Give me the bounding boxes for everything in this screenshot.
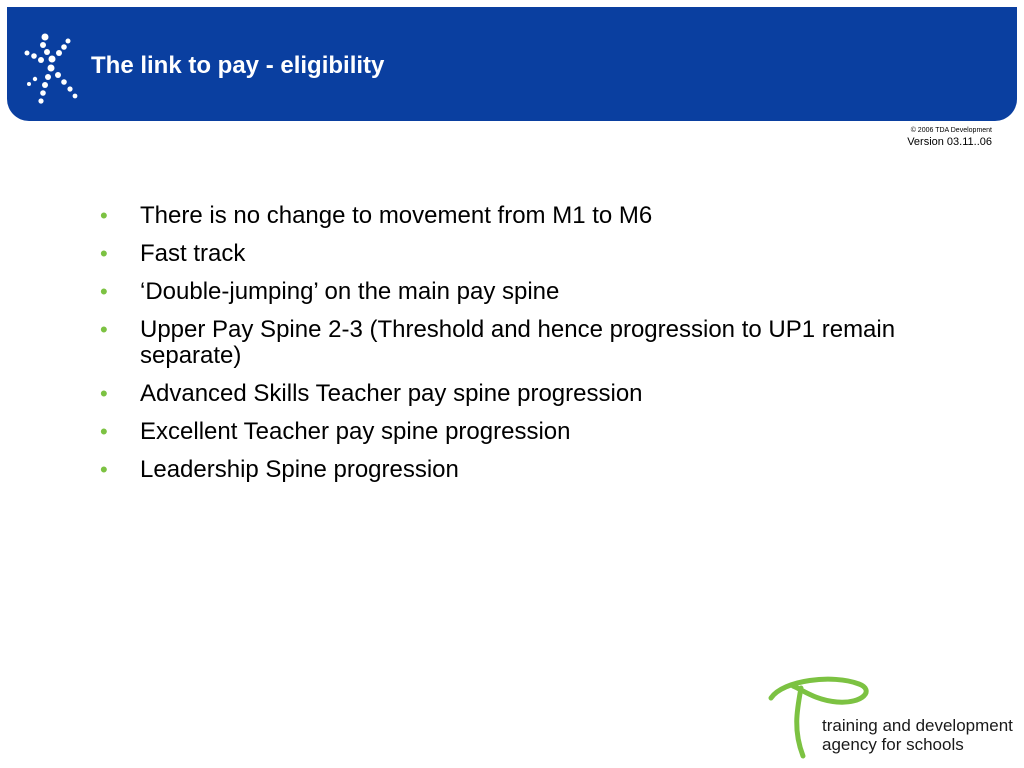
bullet-marker: • xyxy=(100,317,108,342)
footer-logo-line2: agency for schools xyxy=(822,735,964,754)
bullet-text: There is no change to movement from M1 to M6 xyxy=(140,202,653,229)
footer-logo-text xyxy=(822,716,1013,754)
bullet-item xyxy=(100,241,960,267)
bullet-marker: • xyxy=(100,279,108,304)
bullet-text: Excellent Teacher pay spine progression xyxy=(140,418,571,445)
bullet-marker: • xyxy=(100,203,108,228)
bullet-list xyxy=(100,203,960,495)
tda-star-figure-icon xyxy=(21,31,85,111)
bullet-text: ‘Double-jumping’ on the main pay spine xyxy=(140,278,560,305)
slide-title: The link to pay - eligibility xyxy=(91,52,385,79)
bullet-item xyxy=(100,457,960,483)
footer-logo-line1: training and development xyxy=(822,716,1013,735)
bullet-text: Fast track xyxy=(140,240,246,267)
bullet-item xyxy=(100,203,960,229)
bullet-marker: • xyxy=(100,419,108,444)
bullet-text: Leadership Spine progression xyxy=(140,456,459,483)
copyright-text: © 2006 TDA Development xyxy=(910,127,992,134)
bullet-marker: • xyxy=(100,241,108,266)
bullet-item xyxy=(100,381,960,407)
bullet-item xyxy=(100,279,960,305)
version-text: Version 03.11..06 xyxy=(907,136,992,148)
bullet-text: Upper Pay Spine 2-3 (Threshold and hence progression to UP1 remain separate) xyxy=(140,316,896,369)
bullet-item xyxy=(100,419,960,445)
bullet-text: Advanced Skills Teacher pay spine progression xyxy=(140,380,643,407)
bullet-marker: • xyxy=(100,457,108,482)
header-bar xyxy=(7,7,1017,121)
bullet-marker: • xyxy=(100,381,108,406)
bullet-item xyxy=(100,317,960,369)
